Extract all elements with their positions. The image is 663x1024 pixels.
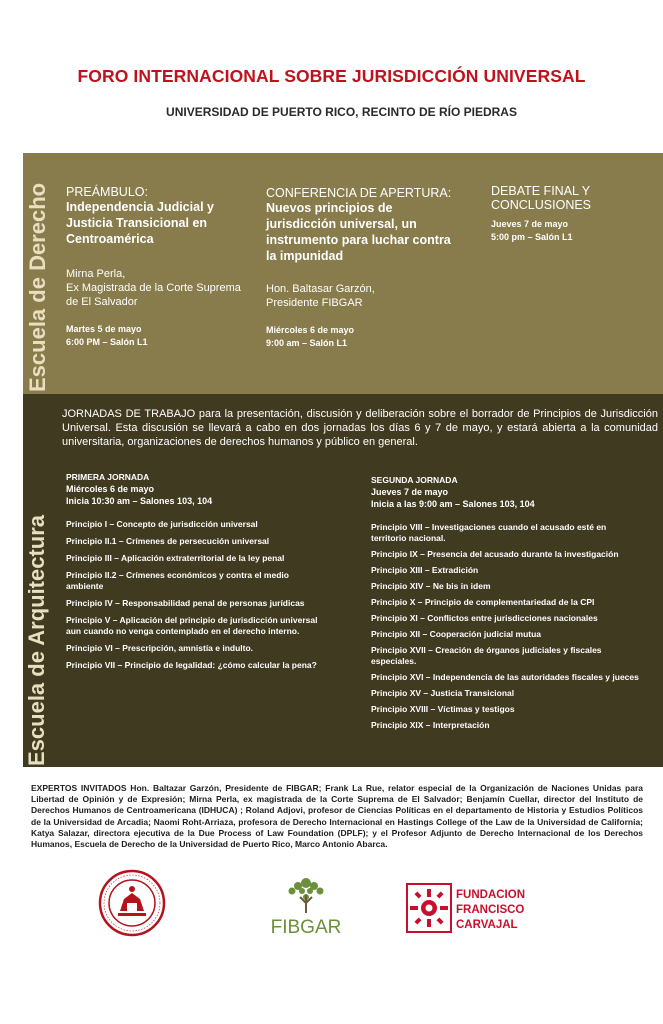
side-label-derecho: Escuela de Derecho [25,182,50,392]
list-item: Principio XVI – Independencia de las autoridades fiscales y jueces [371,672,639,682]
fundacion-carvajal-logo [406,883,532,933]
list-item: Principio IV – Responsabilidad penal de personas jurídicas [66,598,305,608]
session-time: 9:00 am – Salón L1 [266,338,348,348]
session-heading: DEBATE FINAL Y CONCLUSIONES [491,184,592,212]
list-item: Principio XVIII – Víctimas y testigos [371,704,515,714]
session-speaker: Mirna Perla, [66,268,126,280]
session-topic: Independencia Judicial y Justicia Transicional en Centroamérica [66,200,214,246]
invited-experts: EXPERTOS INVITADOS Hon. Baltazar Garzón, Presidente de FIBGAR; Frank La Rue, relator especial de la Organización de Naciones Unidas para Libertad de Opinión y de Expresión; Mirna Perla, ex magistrada de la Corte Suprema de El Salvador; Benjamín Cuellar, director del Instituto de Derechos Humanos de Centroamericana (IDHUCA) ; Roland Adjovi, profesor de Ciencias Políticas en el departamento de Historia y Estudios Políticos de la Universidad de Arcadia; Naomi Roht-Arriaza, profesora de Derecho Internacional en Hastings College of the Law de la Universidad de California; Katya Salazar, directora ejecutiva de la Due Process of Law Foundation (DPLF); y el Profesor Adjunto de Derecho Internacional de los Derechos Humanos, Escuela de Derecho de la Universidad de Puerto Rico, Marco Antonio Abarca. [31,783,643,850]
session-heading: PREÁMBULO: [66,185,148,199]
primera-jornada [66,472,328,677]
jornada-start: Inicia 10:30 am – Salones 103, 104 [66,496,213,506]
page-title: FORO INTERNACIONAL SOBRE JURISDICCIÓN UNIVERSAL [77,66,586,86]
jornadas-intro: JORNADAS DE TRABAJO para la presentación, discusión y deliberación sobre el borrador de Principios de Jurisdicción Universal. Esta discusión se llevará a cabo en dos jornadas los días 6 y 7 de mayo, y estará abierta a la comunidad universitaria, organizaciones de derechos humanos y público en general. [62,408,658,448]
list-item: Principio XII – Cooperación judicial mutua [371,629,542,639]
list-item: Principio II.1 – Crímenes de persecución universal [66,536,270,546]
jornada-date: Jueves 7 de mayo [371,487,449,497]
session-time: 5:00 pm – Salón L1 [491,232,573,242]
principle-list [66,519,328,671]
session-heading: CONFERENCIA DE APERTURA: [266,186,452,200]
list-item: Principio XV – Justicia Transicional [371,688,515,698]
list-item: Principio III – Aplicación extraterritorial de la ley penal [66,553,285,563]
upr-seal-logo [98,869,166,937]
list-item: Principio II.2 – Crímenes económicos y contra el medio ambiente [66,570,289,591]
jornada-label: SEGUNDA JORNADA [371,475,458,485]
fundacion-line1: FUNDACION [456,889,525,901]
list-item: Principio IX – Presencia del acusado durante la investigación [371,549,619,559]
session-time: 6:00 PM – Salón L1 [66,337,148,347]
list-item: Principio I – Concepto de jurisdicción universal [66,519,258,529]
session-day: Miércoles 6 de mayo [266,325,355,335]
list-item: Principio XIV – Ne bis in idem [371,581,491,591]
list-item: Principio VII – Principio de legalidad: ¿cómo calcular la pena? [66,660,317,670]
fibgar-wordmark: FIBGAR [270,917,342,938]
fundacion-line3: CARVAJAL [456,919,518,931]
page-subtitle: UNIVERSIDAD DE PUERTO RICO, RECINTO DE RÍO PIEDRAS [166,105,517,119]
segunda-jornada [371,475,641,736]
side-label-arquitectura: Escuela de Arquitectura [24,514,49,766]
jornada-start: Inicia a las 9:00 am – Salones 103, 104 [371,499,535,509]
list-item: Principio X – Principio de complementariedad de la CPI [371,597,595,607]
session-day: Martes 5 de mayo [66,324,142,334]
list-item: Principio XVII – Creación de órganos judiciales y fiscales especiales. [371,645,602,666]
session-speaker: Hon. Baltasar Garzón, [266,283,375,295]
list-item: Principio VI – Prescripción, amnistía e indulto. [66,643,254,653]
session-speaker-role: Presidente FIBGAR [266,297,363,309]
list-item: Principio XIII – Extradición [371,565,479,575]
jornada-date: Miércoles 6 de mayo [66,484,155,494]
session-day: Jueves 7 de mayo [491,219,569,229]
list-item: Principio VIII – Investigaciones cuando el acusado esté en territorio nacional. [371,522,607,543]
session-speaker-role: Ex Magistrada de la Corte Suprema de El Salvador [66,282,241,308]
session-debate [491,184,651,244]
session-preambulo [66,185,246,349]
list-item: Principio V – Aplicación del principio de jurisdicción universal aun cuando no venga contemplado en el derecho interno. [66,615,318,636]
fibgar-logo [252,873,360,943]
session-apertura [266,186,456,350]
jornada-label: PRIMERA JORNADA [66,472,150,482]
principle-list [371,522,641,731]
list-item: Principio XIX – Interpretación [371,720,490,730]
fundacion-line2: FRANCISCO [456,904,525,916]
session-topic: Nuevos principios de jurisdicción universal, un instrumento para luchar contra la impunidad [266,201,451,263]
list-item: Principio XI – Conflictos entre jurisdicciones nacionales [371,613,598,623]
